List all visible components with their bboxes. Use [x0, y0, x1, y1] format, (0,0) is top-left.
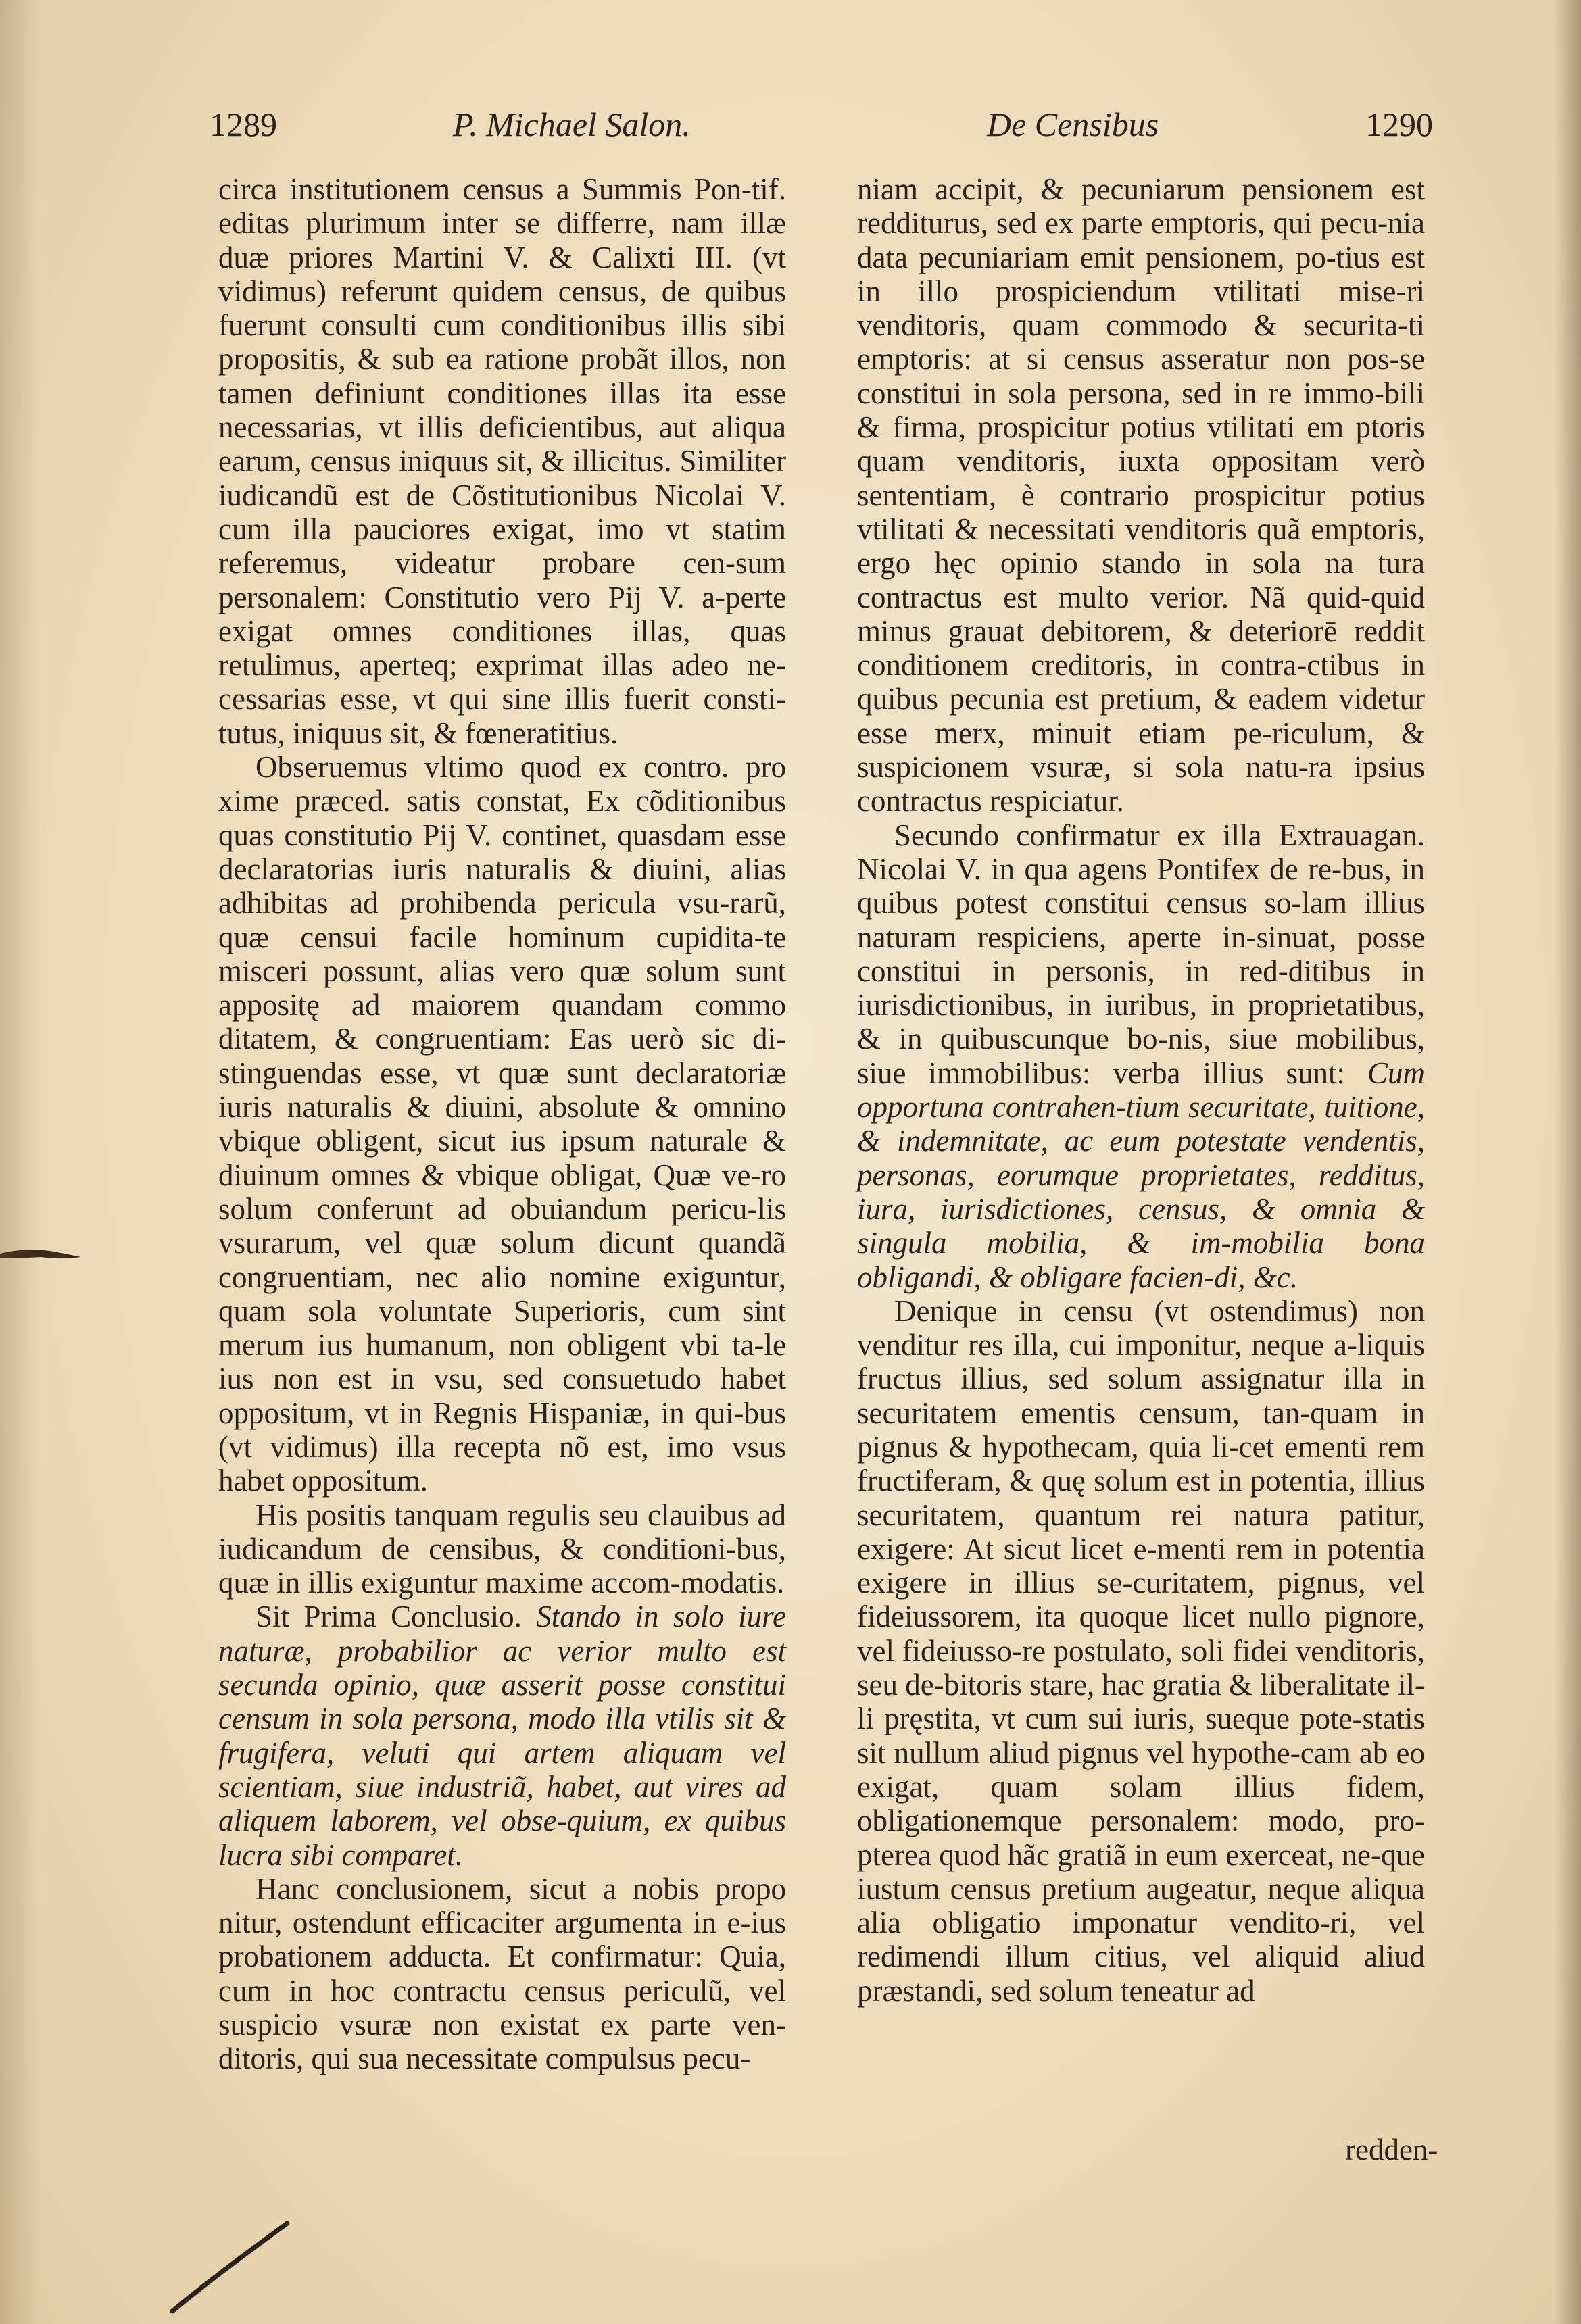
- ink-smudge: [0, 1243, 81, 1264]
- quoted-decree: Cum opportuna contrahen-tium securitate, tuitione, & indemnitate, ac eum potestate vendentis, personas, eorumque proprietates, redditus, iura, iurisdictiones, census, & omnia & singula mobilia, & im-mobilia bona obligandi, & obligare facien-di, &c.: [857, 1056, 1425, 1294]
- conclusion-text: Stando in solo iure naturæ, probabilior ac verior multo est secunda opinio, quæ asserit posse constitui censum in sola persona, modo illa vtilis sit & frugifera, veluti qui artem aliquam vel scientiam, siue industriã, habet, aut vires ad aliquem laborem, vel obse-quium, ex quibus lucra sibi comparet.: [218, 1600, 786, 1872]
- paragraph: Obseruemus vltimo quod ex contro. pro xime præced. satis constat, Ex cõditionibus quas constitutio Pij V. continet, quasdam esse declaratorias iuris naturalis & diuini, alias adhibitas ad prohibenda pericula vsu-rarũ, quæ censui facile hominum cupidita-te misceri possunt, alias vero quæ solum sunt appositę ad maiorem quandam commo ditatem, & congruentiam: Eas uerò sic di-stinguendas esse, vt quæ sunt declaratoriæ iuris naturalis & diuini, absolute & omnino vbique obligent, sicut ius ipsum naturale & diuinum omnes & vbique obligat, Quæ ve-ro solum conferunt ad obuiandum pericu-lis vsurarum, vel quæ solum dicunt quandã congruentiam, nec alio nomine exiguntur, quam sola voluntate Superioris, cum sint merum ius humanum, non obligent vbi ta-le ius non est in vsu, sed consuetudo habet oppositum, vt in Regnis Hispaniæ, in qui-bus (vt vidimus) illa recepta nõ est, imo vsus habet oppositum.: [218, 750, 786, 1498]
- running-header: [210, 105, 1433, 152]
- paragraph: His positis tanquam regulis seu clauibus ad iudicandum de censibus, & conditioni-bus, quæ in illis exiguntur maxime accom-modatis.: [218, 1498, 786, 1600]
- paragraph-with-quote: [857, 818, 1425, 1294]
- conclusion-label: Sit Prima Conclusio.: [256, 1600, 522, 1634]
- page-number-left: 1289: [210, 105, 277, 143]
- page-edge-shadow: [1554, 0, 1581, 2324]
- page-number-right: 1290: [1365, 105, 1433, 143]
- running-title-right: De Censibus: [987, 105, 1159, 143]
- paragraph: Hanc conclusionem, sicut a nobis propo nitur, ostendunt efficaciter argumenta in e-ius probationem adducta. Et confirmatur: Quia, cum in hoc contractu census periculũ, vel suspicio vsuræ non existat ex parte ven-ditoris, qui sua necessitate compulsus pecu-: [218, 1871, 786, 2076]
- paragraph-text: Secundo confirmatur ex illa Extrauagan. Nicolai V. in qua agens Pontifex de re-bus, in quibus potest constitui census so-lam illius naturam respiciens, aperte in-sinuat, posse constitui in personis, in red-ditibus in iurisdictionibus, in iuribus, in proprietatibus, & in quibuscunque bo-nis, siue mobilibus, siue immobilibus: verba illius sunt:: [857, 818, 1425, 1090]
- pen-stroke-mark: [166, 2217, 294, 2318]
- paragraph: circa institutionem census a Summis Pon-tif. editas plurimum inter se differre, nam illæ duæ priores Martini V. & Calixti III. (vt vidimus) referunt quidem census, de quibus fuerunt consulti cum conditionibus illis sibi propositis, & sub ea ratione probãt illos, non tamen definiunt conditiones illas ita esse necessarias, vt illis deficientibus, aut aliqua earum, census iniquus sit, & illicitus. Similiter iudicandũ est de Cõstitutionibus Nicolai V. cum illa pauciores exigat, imo vt statim referemus, videatur probare cen-sum personalem: Constitutio vero Pij V. a-perte exigat omnes conditiones illas, quas retulimus, aperteq; exprimat illas adeo ne-cessarias esse, vt qui sine illis fuerit consti-tutus, iniquus sit, & fœneratitius.: [218, 172, 786, 750]
- running-title-left: P. Michael Salon.: [453, 105, 691, 143]
- left-column: [218, 172, 786, 2200]
- conclusion-paragraph: [218, 1600, 786, 1871]
- catchword: redden-: [1345, 2133, 1438, 2167]
- right-column: [857, 172, 1425, 2200]
- paragraph: niam accipit, & pecuniarum pensionem est redditurus, sed ex parte emptoris, qui pecu-nia data pecuniariam emit pensionem, po-tius est in illo prospiciendum vtilitati mise-ri venditoris, quam commodo & securita-ti emptoris: at si census asseratur non pos-se constitui in sola persona, sed in re immo-bili & firma, prospicitur potius vtilitati em ptoris quam venditoris, iuxta oppositam verò sententiam, è contrario prospicitur potius vtilitati & necessitati venditoris quã emptoris, ergo hęc opinio stando in sola na tura contractus est multo verior. Nã quid-quid minus grauat debitorem, & deteriorē reddit conditionem creditoris, in contra-ctibus in quibus pecunia est pretium, & eadem videtur esse merx, minuit etiam pe-riculum, & suspicionem vsuræ, si sola natu-ra ipsius contractus respiciatur.: [857, 172, 1425, 818]
- paragraph: Denique in censu (vt ostendimus) non venditur res illa, cui imponitur, neque a-liquis fructus illius, sed solum assignatur illa in securitatem ementis censum, tan-quam in pignus & hypothecam, quia li-cet ementi rem fructiferam, & quę solum est in potentia, illius securitatem, quantum rei natura patitur, exigere: At sicut licet e-menti rem in potentia exigere in illius se-curitatem, pignus, vel fideiussorem, ita quoque licet nullo pignore, vel fideiusso-re postulato, soli fidei venditoris, seu de-bitoris stare, hac gratia & liberalitate il-li pręstita, vt cum sui iuris, sueque pote-statis sit nullum aliud pignus vel hypothe-cam ab eo exigat, quam solam illius fidem, obligationemque personalem: modo, pro-pterea quod hãc gratiã in eum exerceat, ne-que iustum census pretium augeatur, neque aliqua alia obligatio imponatur vendito-ri, vel redimendi illum citius, vel aliquid aliud præstandi, sed solum teneatur ad: [857, 1293, 1425, 2008]
